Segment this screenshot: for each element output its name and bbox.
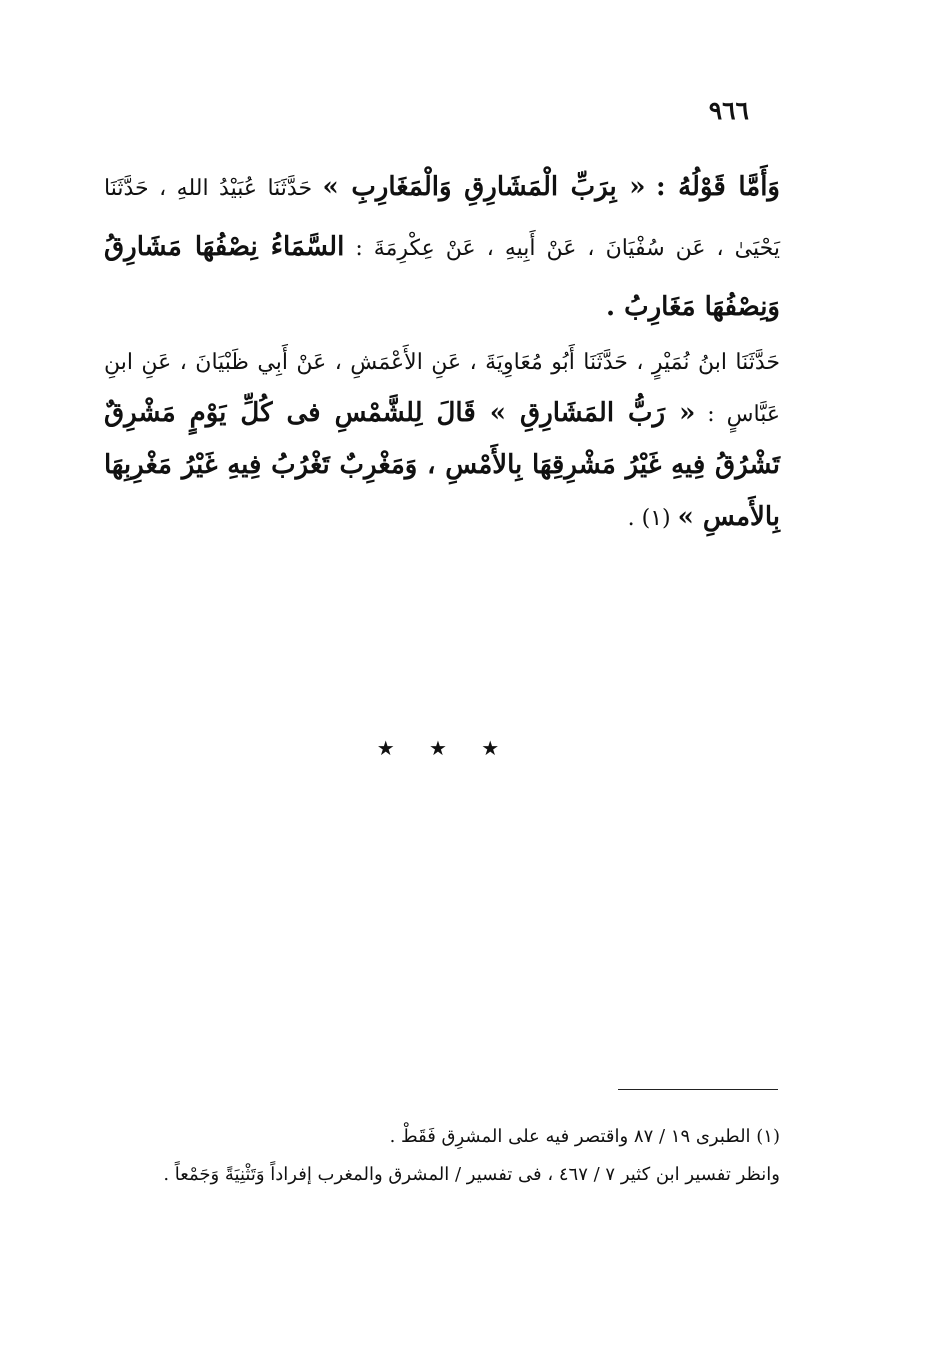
para2-matn: « رَبُّ المَشَارِقِ » قَالَ لِلشَّمْسِ فى كُلِّ يَوْمٍ مَشْرِقٌ تَشْرُقُ فِيهِ غَيْرُ مَشْرِقِهَا بِالأَمْسِ ، وَمَغْرِبٌ تَغْرُبُ فِيهِ غَيْرُ مَغْرِبِهَا بِالأَمسِ » <box>104 398 780 532</box>
para1-isnad: حَدَّثَنَا عُبَيْدُ اللهِ ، حَدَّثَنَا يَحْيَىٰ ، عَن سُفْيَانَ ، عَنْ أَبِيهِ ، عَنْ عِكْرِمَةَ : <box>104 176 780 261</box>
paragraph-2 <box>104 338 780 544</box>
footnote-1: (١) الطبرى ١٩ / ٨٧ واقتصر فيه على المشرِق فَقَطْ . <box>389 1126 780 1147</box>
footnote-divider <box>618 1089 778 1090</box>
para2-footnote-ref: (١) . <box>627 506 671 531</box>
para1-quote: « بِرَبِّ الْمَشَارِقِ وَالْمَغَارِبِ » <box>322 172 646 202</box>
para2-isnad: حَدَّثَنَا ابنُ نُمَيْرٍ ، حَدَّثَنَا أَبُو مُعَاوِيَةَ ، عَنِ الأَعْمَشِ ، عَنْ أَبِي ظَبْيَانَ ، عَنِ ابنِ عَبَّاسٍ : <box>104 350 780 427</box>
page-number: ٩٦٦ <box>708 96 749 125</box>
footnote-2: وانظر تفسير ابن كثير ٧ / ٤٦٧ ، فى تفسير / المشرق والمغرب إفراداً وَتَثْنِيَةً وَجَمْعاً . <box>163 1164 780 1185</box>
para1-matn: السَّمَاءُ نِصْفُهَا مَشَارِقُ وَنِصْفُهَا مَغَارِبُ . <box>104 232 780 322</box>
para1-lead: وَأَمَّا قَوْلُهُ : <box>655 172 780 202</box>
section-separator-stars: ★ ★ ★ <box>376 736 514 760</box>
footnotes <box>104 1118 780 1194</box>
paragraph-1 <box>104 158 780 338</box>
